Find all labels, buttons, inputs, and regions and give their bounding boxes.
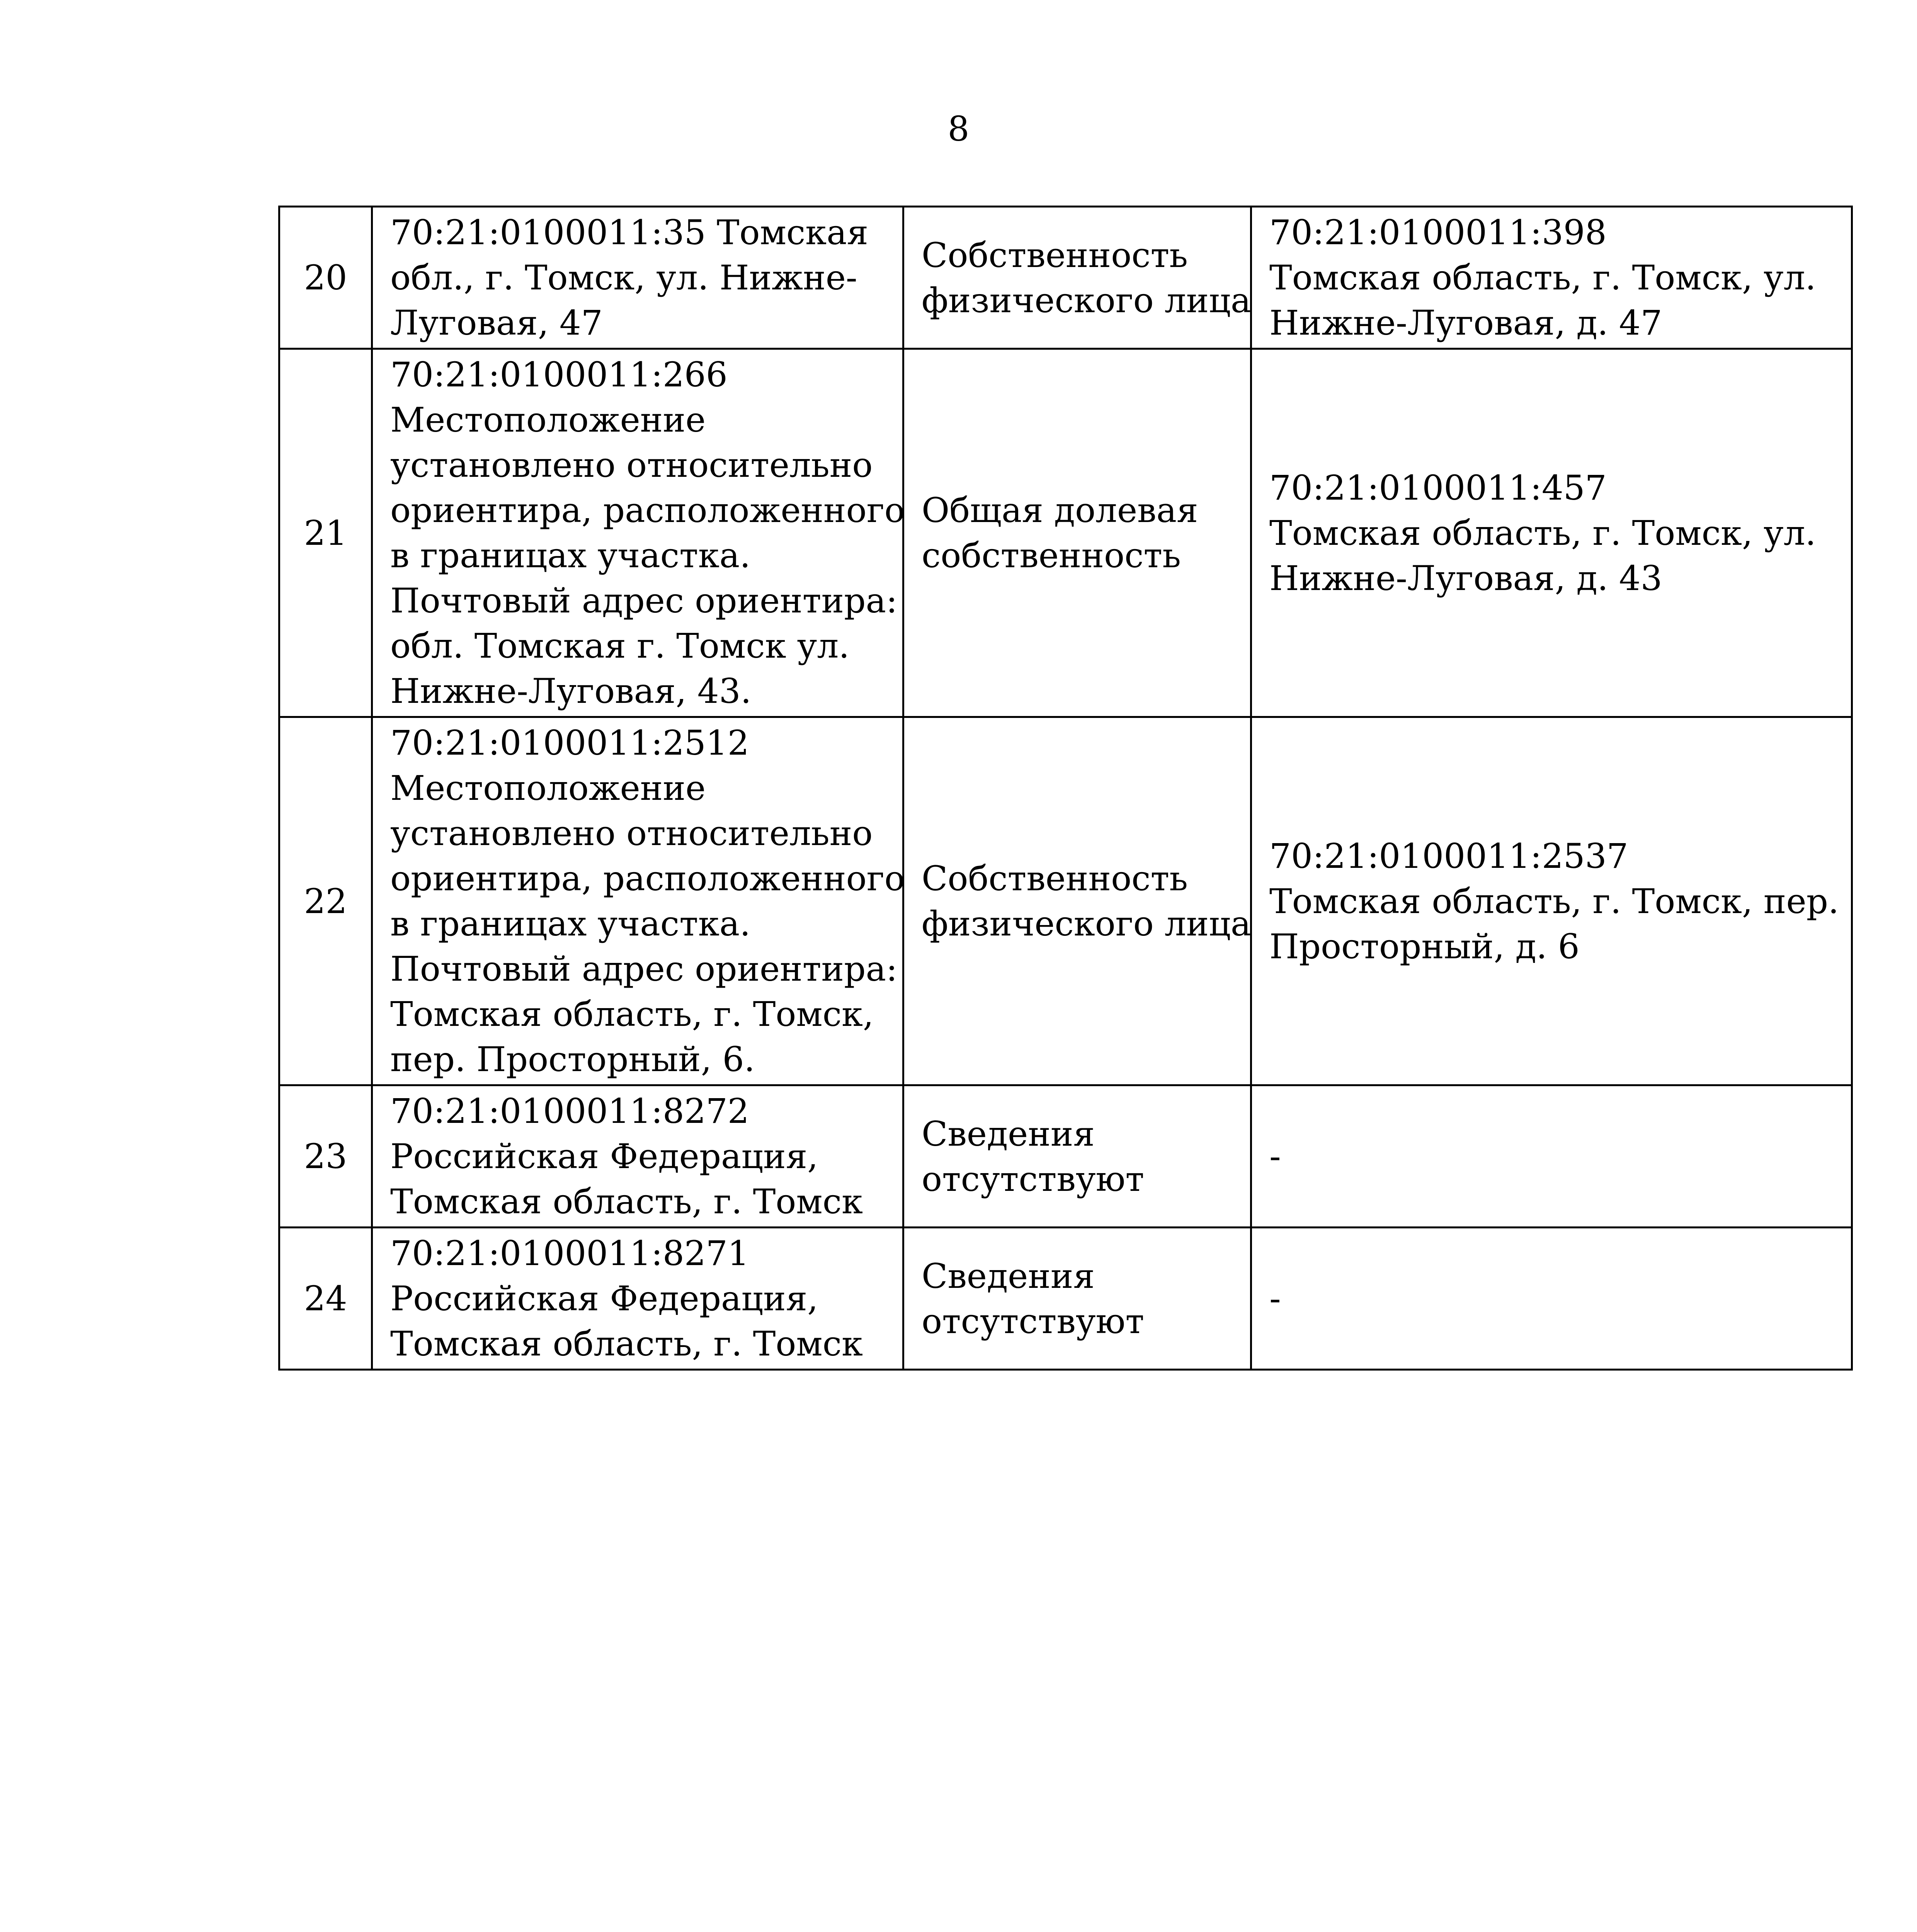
parcel-line: 70:21:0100011:8271 — [390, 1233, 749, 1273]
parcel-line: в границах участка. — [390, 536, 751, 575]
building-cell — [1251, 349, 1852, 717]
parcel-line: Томская область, г. Томск, — [390, 994, 874, 1034]
parcel-line: Луговая, 47 — [390, 303, 603, 343]
parcel-cell — [372, 1228, 903, 1370]
page-number: 8 — [947, 109, 970, 149]
building-line: Нижне-Луговая, д. 43 — [1269, 558, 1662, 598]
right-type-line: Собственность — [922, 859, 1188, 898]
right-type-line: Сведения — [922, 1256, 1095, 1296]
building-line: Томская область, г. Томск, ул. — [1269, 258, 1816, 298]
right-type-line: собственность — [922, 536, 1181, 575]
right-type-cell — [903, 349, 1251, 717]
parcel-line: 70:21:0100011:266 — [390, 355, 728, 395]
parcel-line: Почтовый адрес ориентира: — [390, 949, 898, 989]
table-row — [279, 717, 1852, 1085]
parcel-line: Российская Федерация, — [390, 1136, 818, 1176]
right-type-line: Собственность — [922, 235, 1188, 275]
row-number: 20 — [279, 207, 372, 349]
parcel-line: обл. Томская г. Томск ул. — [390, 626, 850, 666]
land-parcels-table — [278, 206, 1853, 1371]
row-number: 21 — [279, 349, 372, 717]
parcel-line: Почтовый адрес ориентира: — [390, 581, 898, 621]
building-cell — [1251, 1085, 1852, 1228]
building-line: 70:21:0100011:2537 — [1269, 836, 1628, 876]
parcel-cell — [372, 349, 903, 717]
table-row — [279, 1228, 1852, 1370]
parcel-line: пер. Просторный, 6. — [390, 1039, 755, 1079]
parcel-line: Местоположение — [390, 400, 706, 440]
building-cell — [1251, 717, 1852, 1085]
parcel-line: установлено относительно — [390, 813, 873, 853]
right-type-line: отсутствуют — [922, 1159, 1144, 1199]
row-number: 24 — [279, 1228, 372, 1370]
parcel-cell — [372, 717, 903, 1085]
building-line: Томская область, г. Томск, ул. — [1269, 513, 1816, 553]
row-number: 22 — [279, 717, 372, 1085]
parcel-line: Нижне-Луговая, 43. — [390, 671, 752, 711]
row-number: 23 — [279, 1085, 372, 1228]
parcel-line: Российская Федерация, — [390, 1279, 818, 1318]
parcel-line: ориентира, расположенного — [390, 490, 905, 530]
right-type-line: физического лица — [922, 280, 1251, 320]
right-type-cell — [903, 1228, 1251, 1370]
building-line: Нижне-Луговая, д. 47 — [1269, 303, 1662, 343]
parcel-line: Томская область, г. Томск — [390, 1324, 863, 1364]
right-type-cell — [903, 717, 1251, 1085]
parcel-cell — [372, 1085, 903, 1228]
parcel-line: 70:21:0100011:35 Томская — [390, 213, 869, 252]
parcel-line: 70:21:0100011:2512 — [390, 723, 749, 763]
building-line: 70:21:0100011:398 — [1269, 213, 1607, 252]
right-type-line: физического лица — [922, 904, 1251, 944]
building-line: - — [1269, 1136, 1281, 1176]
parcel-line: установлено относительно — [390, 445, 873, 485]
building-line: Просторный, д. 6 — [1269, 926, 1580, 966]
building-line: - — [1269, 1279, 1281, 1318]
parcel-line: в границах участка. — [390, 904, 751, 944]
right-type-cell — [903, 207, 1251, 349]
building-cell — [1251, 207, 1852, 349]
parcel-line: Местоположение — [390, 768, 706, 808]
parcel-line: 70:21:0100011:8272 — [390, 1091, 749, 1131]
building-cell — [1251, 1228, 1852, 1370]
parcel-line: ориентира, расположенного — [390, 859, 905, 898]
right-type-line: Общая долевая — [922, 490, 1198, 530]
building-line: Томская область, г. Томск, пер. — [1269, 881, 1839, 921]
right-type-cell — [903, 1085, 1251, 1228]
table-row — [279, 1085, 1852, 1228]
parcel-cell — [372, 207, 903, 349]
parcel-line: обл., г. Томск, ул. Нижне- — [390, 258, 857, 298]
building-line: 70:21:0100011:457 — [1269, 468, 1607, 508]
right-type-line: Сведения — [922, 1114, 1095, 1154]
table-row — [279, 349, 1852, 717]
parcel-line: Томская область, г. Томск — [390, 1182, 863, 1221]
right-type-line: отсутствуют — [922, 1301, 1144, 1341]
table-row — [279, 207, 1852, 349]
